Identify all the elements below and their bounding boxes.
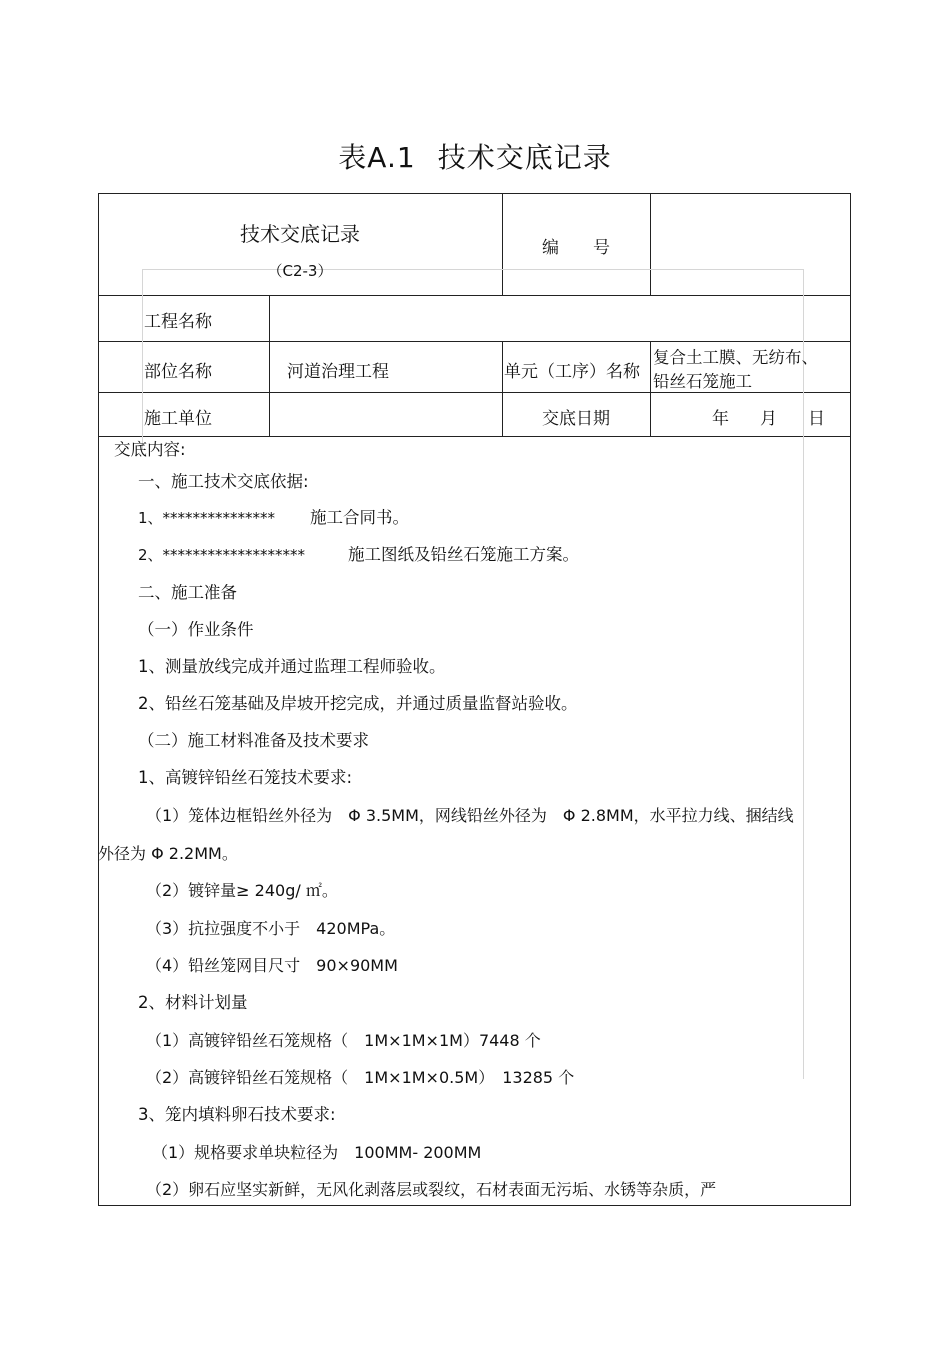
content-line: 1、测量放线完成并通过监理工程师验收。 (138, 657, 446, 676)
date-label: 交底日期 (542, 409, 610, 429)
content-line: （2）镀锌量≥ 240g/ ㎡。 (146, 881, 338, 900)
content-line: （1）高镀锌铅丝石笼规格（ 1M×1M×1M）7448 个 (146, 1031, 541, 1050)
content-line: （2）卵石应坚实新鲜，无风化剥落层或裂纹，石材表面无污垢、水锈等杂质，严 (146, 1180, 717, 1199)
content-line: （2）高镀锌铅丝石笼规格（ 1M×1M×0.5M） 13285 个 (146, 1068, 575, 1087)
date-month: 月 (760, 409, 777, 429)
content-line: （3）抗拉强度不小于 420MPa。 (146, 919, 396, 938)
row-divider (98, 392, 851, 393)
document-title-number: 表A.1 (338, 141, 416, 174)
number-label: 编 号 (542, 238, 610, 258)
part-name-label: 部位名称 (144, 362, 212, 382)
scan-guide-line (142, 269, 143, 449)
constructor-label: 施工单位 (144, 409, 212, 429)
content-line: （1）笼体边框铅丝外径为 Φ 3.5MM，网线铅丝外径为 Φ 2.8MM，水平拉力线、捆结线 (146, 806, 794, 825)
row-divider (98, 295, 851, 296)
content-line: 外径为 Φ 2.2MM。 (98, 844, 238, 863)
content-line: 施工图纸及铅丝石笼施工方案。 (348, 545, 579, 564)
scan-guide-line (803, 269, 804, 1079)
unit-name-value-line2: 铅丝石笼施工 (653, 372, 752, 391)
row-divider (98, 341, 851, 342)
column-divider (650, 341, 651, 436)
content-line: 二、施工准备 (138, 583, 237, 602)
content-line: 1、高镀锌铅丝石笼技术要求: (138, 768, 353, 787)
date-year: 年 (712, 409, 729, 429)
form-code: （C2-3） (267, 262, 333, 280)
column-divider (650, 193, 651, 295)
content-line: 3、笼内填料卵石技术要求: (138, 1105, 336, 1124)
row-divider (98, 436, 851, 437)
content-line: 一、施工技术交底依据: (138, 472, 309, 491)
content-line: （1）规格要求单块粒径为 100MM- 200MM (152, 1143, 482, 1162)
project-name-label: 工程名称 (144, 312, 212, 332)
content-line: 2、******************* (138, 546, 306, 564)
unit-name-value-line1: 复合土工膜、无纺布、 (653, 348, 818, 367)
content-line: （二）施工材料准备及技术要求 (138, 731, 369, 750)
content-line: 1、*************** (138, 509, 276, 527)
date-day: 日 (808, 409, 825, 429)
unit-name-label: 单元（工序）名称 (504, 362, 640, 382)
column-divider (269, 295, 270, 436)
content-line: （一）作业条件 (138, 620, 254, 639)
content-line: 施工合同书。 (310, 508, 409, 527)
part-name-value: 河道治理工程 (287, 362, 389, 382)
content-line: （4）铅丝笼网目尺寸 90×90MM (146, 956, 398, 975)
document-title (0, 136, 950, 176)
content-line: 2、材料计划量 (138, 993, 248, 1012)
form-title: 技术交底记录 (240, 222, 360, 246)
content-line: 2、铅丝石笼基础及岸坡开挖完成，并通过质量监督站验收。 (138, 694, 578, 713)
content-label: 交底内容: (114, 440, 186, 459)
document-title-name: 技术交底记录 (437, 141, 612, 174)
